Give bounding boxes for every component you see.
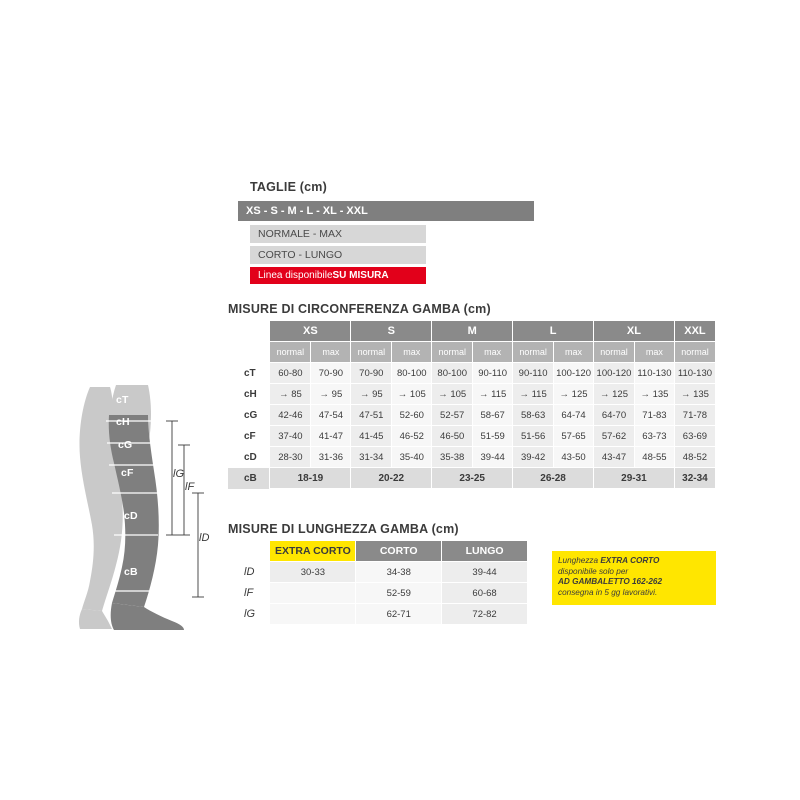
cell-ct-3: 80-100 (392, 363, 432, 384)
size-header-s: S (351, 321, 432, 342)
cell-ch-0: → 85 (270, 384, 311, 405)
cell-ct-9: 110-130 (634, 363, 674, 384)
cell-lg-extra-corto (270, 604, 356, 625)
circumference-table (228, 320, 716, 489)
cell-cd-4: 35-38 (432, 447, 473, 468)
cell-cg-6: 58-63 (513, 405, 554, 426)
leg-label-cB: cB (124, 566, 138, 578)
cell-ch-8: → 125 (594, 384, 635, 405)
sub-header-2: normal (351, 342, 392, 363)
cell-cg-1: 47-54 (311, 405, 351, 426)
sub-header-7: max (554, 342, 594, 363)
cell-cb-xl: 29-31 (594, 468, 675, 489)
cell-cd-3: 35-40 (392, 447, 432, 468)
leg-label-cH: cH (116, 416, 130, 428)
table-row (228, 583, 528, 604)
cell-ct-8: 100-120 (594, 363, 635, 384)
table-row (228, 604, 528, 625)
cell-cg-3: 52-60 (392, 405, 432, 426)
cell-ch-7: → 125 (554, 384, 594, 405)
dim-label-lF: lF (185, 481, 195, 493)
length-table (228, 540, 528, 625)
cell-cf-2: 41-45 (351, 426, 392, 447)
size-header-xs: XS (270, 321, 351, 342)
row-label-lf: lF (228, 583, 270, 604)
sub-header-10: normal (674, 342, 715, 363)
cell-lg-corto: 62-71 (356, 604, 442, 625)
cell-cf-5: 51-59 (473, 426, 513, 447)
corner-cell (228, 321, 270, 342)
cell-ct-1: 70-90 (311, 363, 351, 384)
cell-cf-6: 51-56 (513, 426, 554, 447)
cell-cg-8: 64-70 (594, 405, 635, 426)
size-header-m: M (432, 321, 513, 342)
sizes-title: TAGLIE (cm) (250, 180, 327, 194)
cell-cg-4: 52-57 (432, 405, 473, 426)
row-label-lg: lG (228, 604, 270, 625)
row-label-cf: cF (228, 426, 270, 447)
cell-ct-5: 90-110 (473, 363, 513, 384)
row-label-ct: cT (228, 363, 270, 384)
cell-cg-5: 58-67 (473, 405, 513, 426)
cell-cd-6: 39-42 (513, 447, 554, 468)
cell-ct-0: 60-80 (270, 363, 311, 384)
table-row (228, 562, 528, 583)
cell-ct-4: 80-100 (432, 363, 473, 384)
sizes-row-xs-xxl (238, 201, 534, 221)
note-line4: consegna in 5 gg lavorativi. (558, 587, 658, 597)
length-header-lungo: LUNGO (442, 541, 528, 562)
cell-ch-5: → 115 (473, 384, 513, 405)
cell-cf-1: 41-47 (311, 426, 351, 447)
extra-corto-note (552, 551, 716, 605)
table-row (228, 363, 716, 384)
cell-ch-9: → 135 (634, 384, 674, 405)
sizes-row-xs-xxl-label: XS - S - M - L - XL - XXL (246, 205, 368, 217)
table-row (228, 426, 716, 447)
leg-illustration-svg (72, 385, 232, 635)
table-row-sub-headers (228, 342, 716, 363)
cell-cf-4: 46-50 (432, 426, 473, 447)
cell-ld-lungo: 39-44 (442, 562, 528, 583)
size-header-xxl: XXL (674, 321, 715, 342)
row-label-cb: cB (228, 468, 270, 489)
dim-label-lG: lG (173, 468, 184, 480)
table-row-size-headers (228, 321, 716, 342)
sizes-row-corto-lungo-label: CORTO - LUNGO (258, 249, 343, 261)
note-line1-prefix: Lunghezza (558, 556, 601, 565)
cell-ch-2: → 95 (351, 384, 392, 405)
cell-ct-6: 90-110 (513, 363, 554, 384)
cell-lf-extra-corto (270, 583, 356, 604)
cell-ct-2: 70-90 (351, 363, 392, 384)
cell-cf-7: 57-65 (554, 426, 594, 447)
cell-cd-7: 43-50 (554, 447, 594, 468)
cell-cg-7: 64-74 (554, 405, 594, 426)
corner-cell-2 (228, 342, 270, 363)
cell-ch-3: → 105 (392, 384, 432, 405)
su-misura-prefix: Linea disponibile (258, 270, 333, 281)
corner-cell-length (228, 541, 270, 562)
cell-cd-9: 48-55 (634, 447, 674, 468)
row-label-ch: cH (228, 384, 270, 405)
row-label-cd: cD (228, 447, 270, 468)
cell-ct-10: 110-130 (674, 363, 715, 384)
leg-label-cT: cT (116, 394, 129, 406)
length-header-corto: CORTO (356, 541, 442, 562)
length-header-extra-corto: EXTRA CORTO (270, 541, 356, 562)
cell-cb-xs: 18-19 (270, 468, 351, 489)
leg-label-cF: cF (121, 467, 134, 479)
sizes-row-normale-max (250, 225, 426, 243)
cell-cg-2: 47-51 (351, 405, 392, 426)
cell-cb-s: 20-22 (351, 468, 432, 489)
cell-cd-8: 43-47 (594, 447, 635, 468)
cell-cb-xxl: 32-34 (674, 468, 715, 489)
sub-header-6: normal (513, 342, 554, 363)
table-row (228, 447, 716, 468)
note-line3: AD GAMBALETTO 162-262 (558, 577, 663, 586)
sub-header-3: max (392, 342, 432, 363)
cell-lf-lungo: 60-68 (442, 583, 528, 604)
cell-cd-5: 39-44 (473, 447, 513, 468)
cell-lf-corto: 52-59 (356, 583, 442, 604)
note-line2: disponibile solo per (558, 566, 629, 576)
cell-ch-1: → 95 (311, 384, 351, 405)
cell-cd-0: 28-30 (270, 447, 311, 468)
su-misura-emphasis: SU MISURA (332, 270, 389, 281)
cell-ch-10: → 135 (674, 384, 715, 405)
note-line1-emphasis: EXTRA CORTO (600, 556, 660, 565)
sub-header-8: normal (594, 342, 635, 363)
leg-diagram (72, 385, 232, 635)
cell-cf-3: 46-52 (392, 426, 432, 447)
sub-header-1: max (311, 342, 351, 363)
size-header-xl: XL (594, 321, 675, 342)
dim-label-lD: lD (199, 532, 210, 544)
cell-cd-1: 31-36 (311, 447, 351, 468)
sizes-row-su-misura (250, 267, 426, 284)
cell-cf-0: 37-40 (270, 426, 311, 447)
table-row (228, 384, 716, 405)
leg-label-cD: cD (124, 510, 138, 522)
cell-ch-4: → 105 (432, 384, 473, 405)
cell-ld-corto: 34-38 (356, 562, 442, 583)
cell-cf-8: 57-62 (594, 426, 635, 447)
cell-ld-extra-corto: 30-33 (270, 562, 356, 583)
sizes-row-normale-max-label: NORMALE - MAX (258, 228, 343, 240)
row-label-ld: lD (228, 562, 270, 583)
size-header-l: L (513, 321, 594, 342)
cell-cg-9: 71-83 (634, 405, 674, 426)
cell-cd-10: 48-52 (674, 447, 715, 468)
sizes-row-corto-lungo (250, 246, 426, 264)
cell-cd-2: 31-34 (351, 447, 392, 468)
cell-ch-6: → 115 (513, 384, 554, 405)
cell-cf-10: 63-69 (674, 426, 715, 447)
sub-header-5: max (473, 342, 513, 363)
sub-header-0: normal (270, 342, 311, 363)
cell-cg-10: 71-78 (674, 405, 715, 426)
cell-cb-l: 26-28 (513, 468, 594, 489)
sub-header-9: max (634, 342, 674, 363)
leg-label-cG: cG (118, 439, 133, 451)
length-title: MISURE DI LUNGHEZZA GAMBA (cm) (228, 522, 459, 536)
table-row-cb (228, 468, 716, 489)
table-row (228, 405, 716, 426)
cell-cf-9: 63-73 (634, 426, 674, 447)
cell-cg-0: 42-46 (270, 405, 311, 426)
cell-cb-m: 23-25 (432, 468, 513, 489)
sub-header-4: normal (432, 342, 473, 363)
row-label-cg: cG (228, 405, 270, 426)
table-row-length-headers (228, 541, 528, 562)
cell-lg-lungo: 72-82 (442, 604, 528, 625)
cell-ct-7: 100-120 (554, 363, 594, 384)
circumference-title: MISURE DI CIRCONFERENZA GAMBA (cm) (228, 302, 491, 316)
